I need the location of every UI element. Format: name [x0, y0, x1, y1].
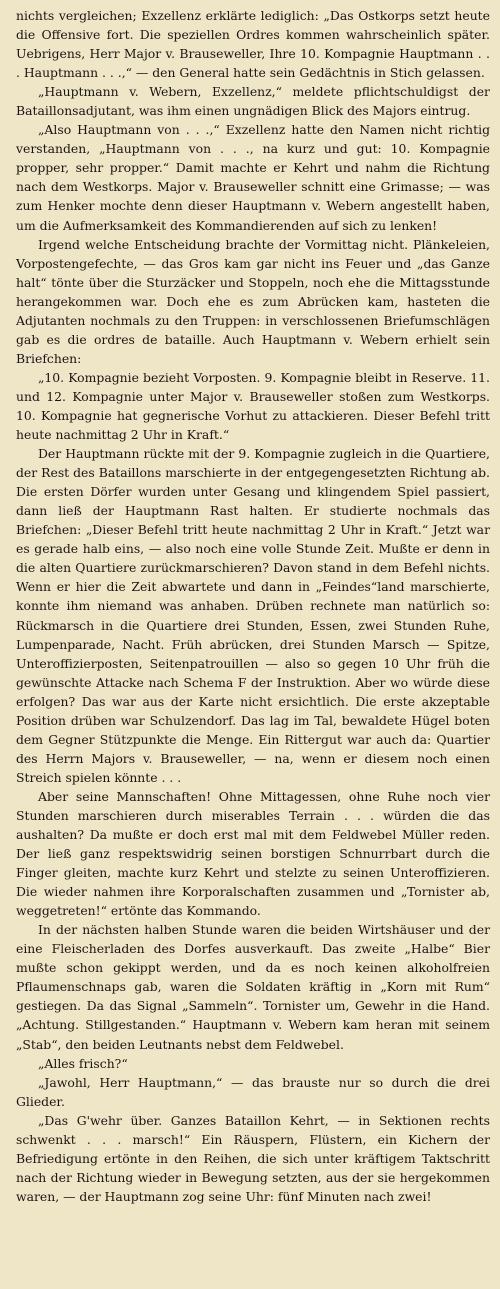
paragraph-3: „Also Hauptmann von . . .,“ Exzellenz hatte den Namen nicht richtig verstanden, „Hauptmann von . . ., na kurz und gut: 10. Kompagnie propper, sehr propper.“ Damit machte er Kehrt und nahm die Richtung nach dem Westkorps. Major v. Brauseweller schnitt eine Grimasse; — was zum Henker mochte denn dieser Hauptmann v. Webern angestellt haben, um die Aufmerksamkeit des Kommandierenden auf sich zu lenken! [16, 122, 490, 233]
paragraph-6: Der Hauptmann rückte mit der 9. Kompagnie zugleich in die Quartiere, der Rest des Bataillons marschierte in der entgegengesetzten Richtung ab. Die ersten Dörfer wurden unter Gesang und klingendem Spiel passiert, dann ließ der Hauptmann Rast halten. Er studierte nochmals das Briefchen: „Dieser Befehl tritt heute nachmittag 2 Uhr in Kraft.“ Jetzt war es gerade halb eins, — also noch eine volle Stunde Zeit. Mußte er denn in die alten Quartiere zurückmarschieren? Davon stand in dem Befehl nichts. Wenn er hier die Zeit abwartete und dann in „Feindes“land marschierte, konnte ihm niemand was anhaben. Drüben rechnete man natürlich so: Rückmarsch in die Quartiere drei Stunden, Essen, zwei Stunden Ruhe, Lumpenparade, Nacht. Früh abrücken, drei Stunden Marsch — Spitze, Unteroffizierposten, Seitenpatrouillen — also so gegen 10 Uhr früh die gewünschte Attacke nach Schema F der Instruktion. Aber wo würde diese erfolgen? Das war aus der Karte nicht ersichtlich. Die erste akzeptable Position drüben war Schulzendorf. Das lag im Tal, bewaldete Hügel boten dem Gegner Stützpunkte die Menge. Ein Rittergut war auch da: Quartier des Herrn Majors v. Brauseweller, — na, wenn er diesem noch einen Streich spielen könnte . . . [16, 446, 490, 785]
paragraph-10: „Jawohl, Herr Hauptmann,“ — das brauste nur so durch die drei Glieder. [16, 1074, 490, 1109]
paragraph-11: „Das G'wehr über. Ganzes Bataillon Kehrt, — in Sektionen rechts schwenkt . . . marsch!“ Ein Räuspern, Flüstern, ein Kichern der Befriedigung ertönte in den Reihen, die sich unter kräftigem Taktschritt nach der Richtung wieder in Bewegung setzten, aus der sie hergekommen waren, — der Hauptmann zog seine Uhr: fünf Minuten nach zwei! [16, 1112, 490, 1204]
paragraph-1: nichts vergleichen; Exzellenz erklärte lediglich: „Das Ostkorps setzt heute die Offensive fort. Die speziellen Ordres kommen wahrscheinlich später. Uebrigens, Herr Major v. Brauseweller, Ihre 10. Kompagnie Hauptmann . . . Hauptmann . . .,“ — den General hatte sein Gedächtnis in Stich gelassen. [16, 8, 490, 81]
paragraph-5: „10. Kompagnie bezieht Vorposten. 9. Kompagnie bleibt in Reserve. 11. und 12. Kompagnie unter Major v. Brauseweller stoßen zum Westkorps. 10. Kompagnie hat gegnerische Vorhut zu attackieren. Dieser Befehl tritt heute nachmittag 2 Uhr in Kraft.“ [16, 369, 490, 443]
paragraph-2: „Hauptmann v. Webern, Exzellenz,“ meldete pflichtschuldigst der Bataillonsadjutant, was ihm einen ungnädigen Blick des Majors eintrug. [16, 84, 490, 119]
paragraph-7: Aber seine Mannschaften! Ohne Mittagessen, ohne Ruhe noch vier Stunden marschieren durch miserables Terrain . . . würden die das aushalten? Da mußte er doch erst mal mit dem Feldwebel Müller reden. Der ließ ganz respektswidrig seinen borstigen Schnurrbart durch die Finger gleiten, machte kurz Kehrt und stelzte zu seinen Unteroffizieren. Die wieder nahmen ihre Korporalschaften zusammen und „Tornister ab, weggetreten!“ ertönte das Kommando. [16, 788, 490, 919]
paragraph-9: „Alles frisch?“ [38, 1055, 128, 1071]
paragraph-4: Irgend welche Entscheidung brachte der Vormittag nicht. Plänkeleien, Vorpostengefechte, — das Gros kam gar nicht ins Feuer und „das Ganze halt“ tönte über die Sturzäcker und Stoppeln, noch ehe die Mittagsstunde herangekommen war. Doch ehe es zum Abrücken kam, hasteten die Adjutanten nochmals zu den Truppen: in verschlossenen Briefumschlägen gab es die ordres de bataille. Auch Hauptmann v. Webern erhielt sein Briefchen: [16, 236, 490, 366]
paragraph-8: In der nächsten halben Stunde waren die beiden Wirtshäuser und der eine Fleischerladen des Dorfes ausverkauft. Das zweite „Halbe“ Bier mußte schon gekippt werden, und da es noch keinen alkoholfreien Pflaumenschnaps gab, waren die Soldaten kräftig in „Korn mit Rum“ gestiegen. Da das Signal „Sammeln“. Tornister um, Gewehr in die Hand. „Achtung. Stillgestanden.“ Hauptmann v. Webern kam heran mit seinem „Stab“, den beiden Leutnants nebst dem Feldwebel. [16, 922, 490, 1052]
